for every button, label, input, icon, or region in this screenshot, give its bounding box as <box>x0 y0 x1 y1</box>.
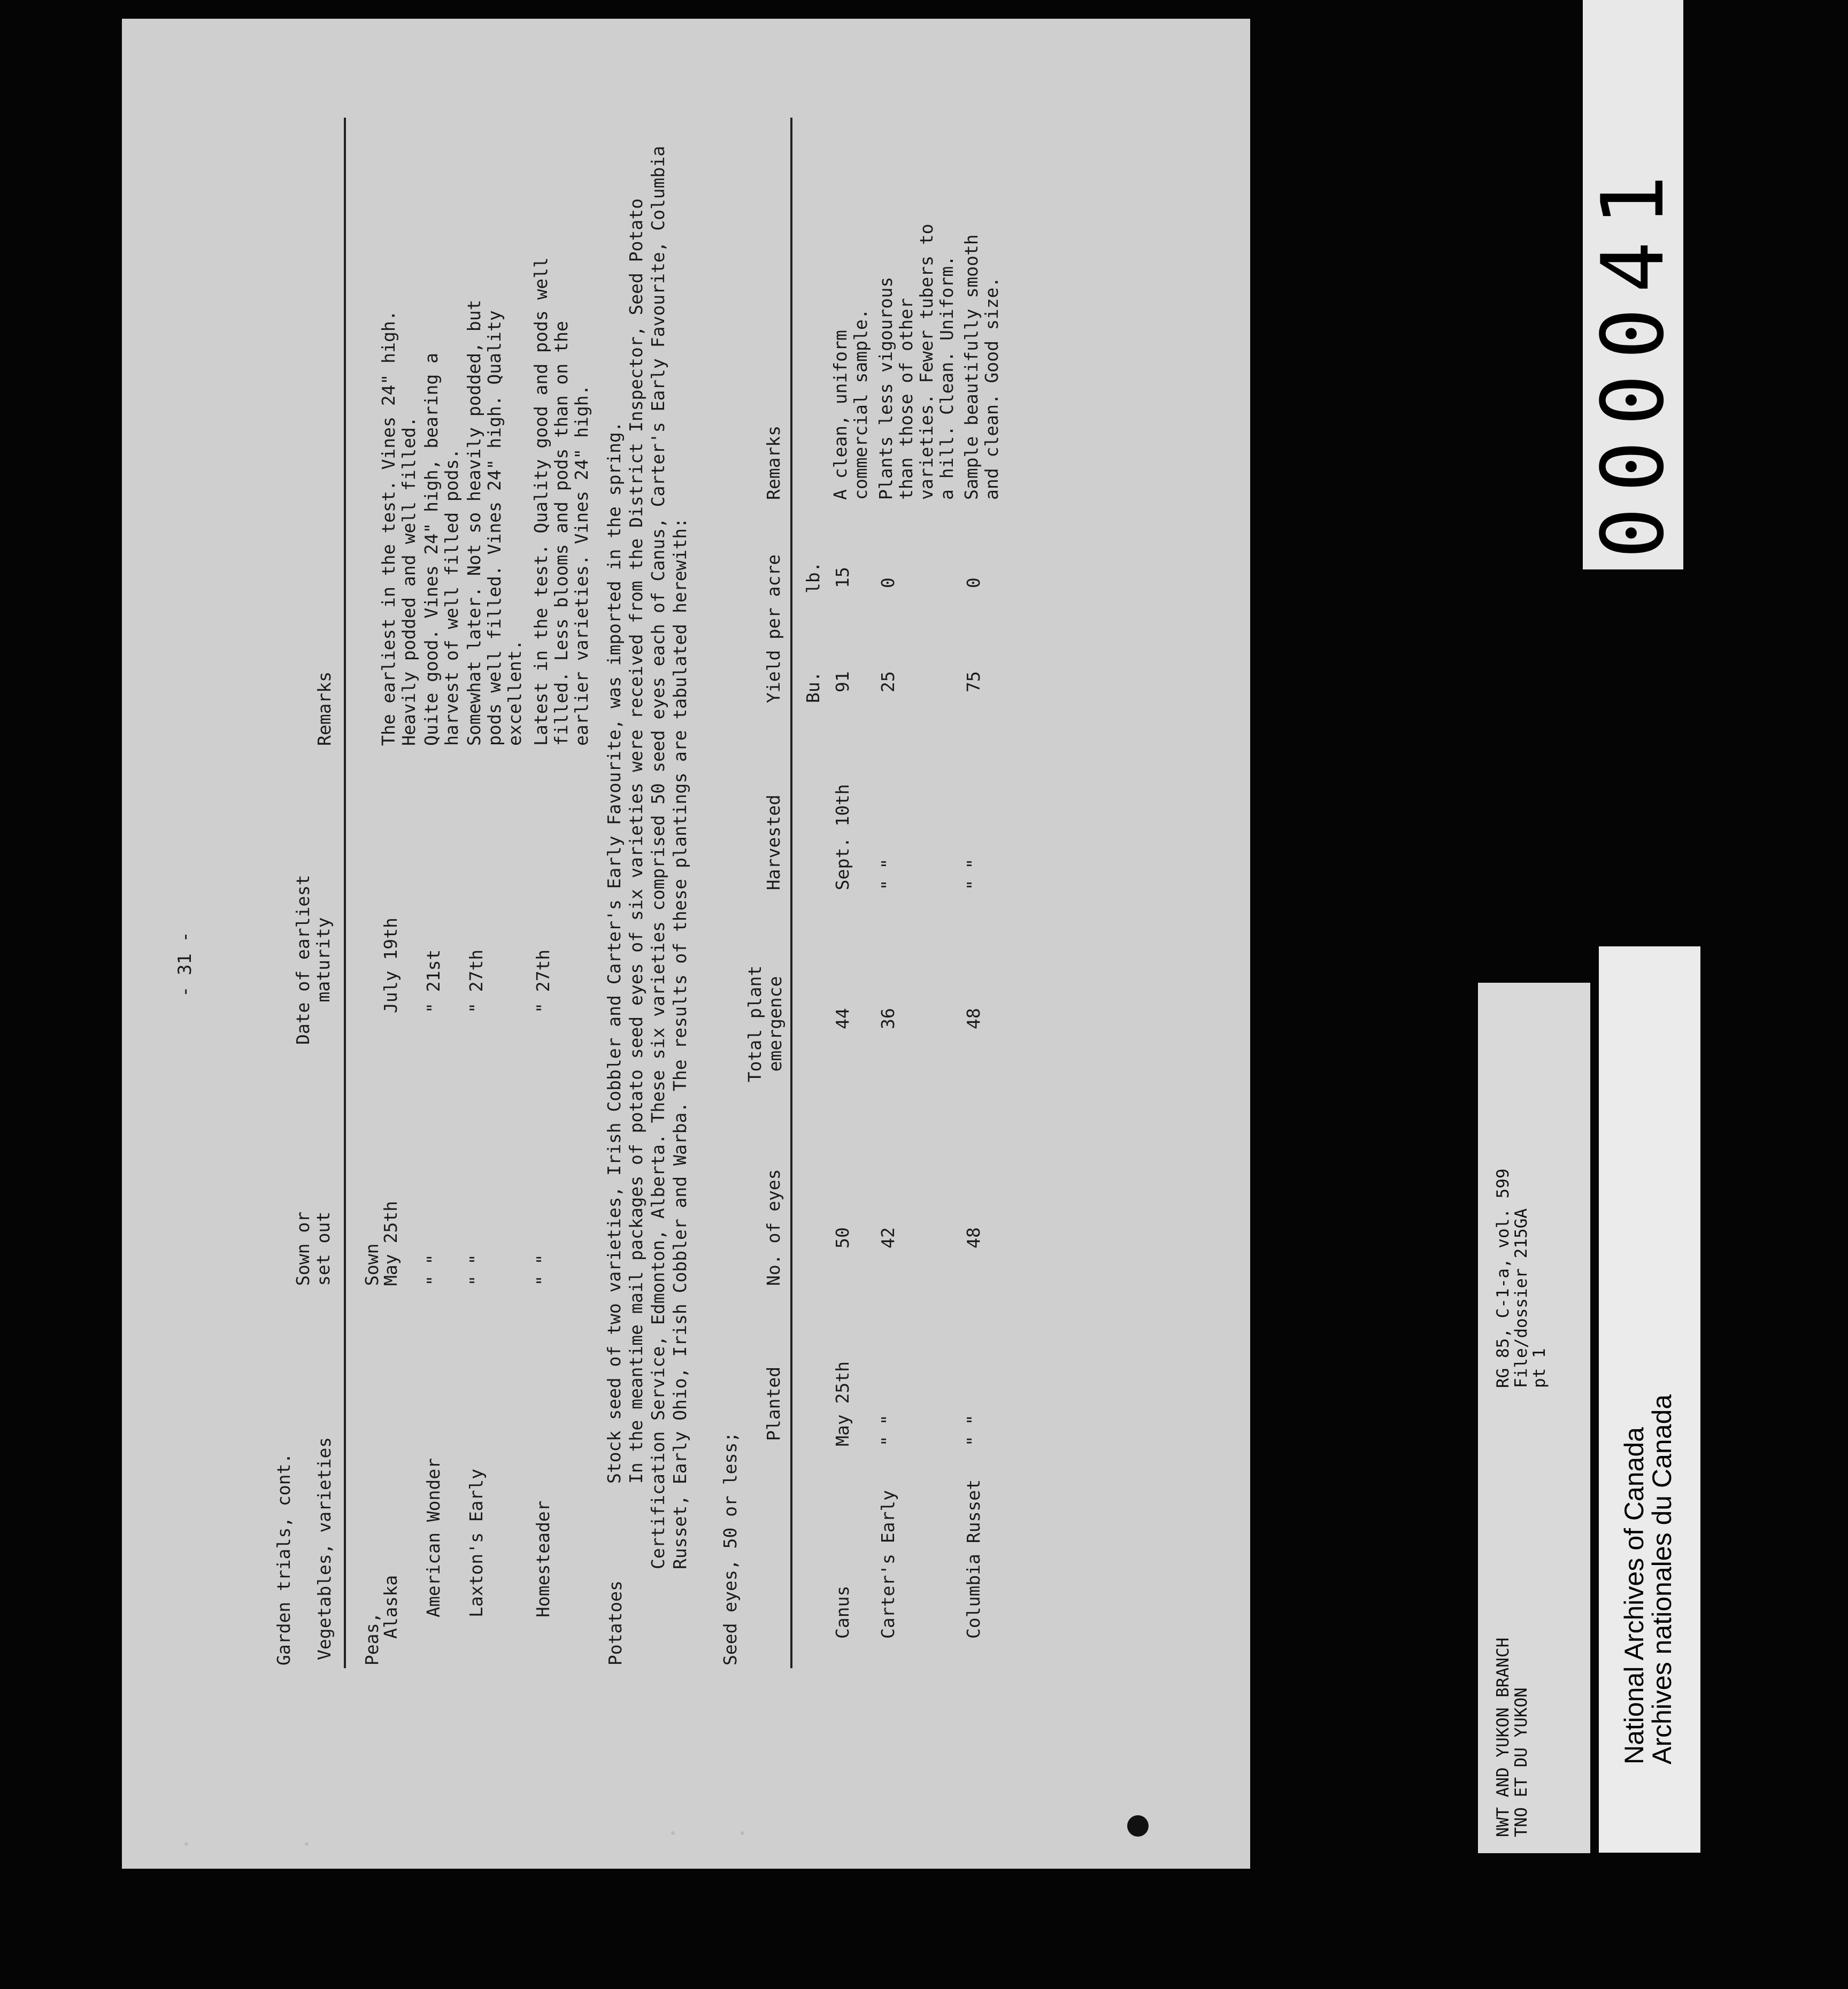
pea-variety: Homesteader <box>533 1500 553 1617</box>
pea-remarks: Quite good. Vines 24" high, bearing a harvest of well filled pods. <box>421 352 462 746</box>
yield-unit-lb: lb. <box>803 561 823 593</box>
header-maturity: Date of earliest maturity <box>292 875 334 1045</box>
section-title: Garden trials, cont. <box>273 1453 294 1666</box>
header-vegetables: Vegetables, varieties <box>314 1437 335 1660</box>
potato-bu: 25 <box>877 671 898 692</box>
potato-planted: " " <box>877 1414 898 1446</box>
margin-dot <box>671 1831 675 1835</box>
pea-sown: " " <box>423 1254 444 1286</box>
archive-name-french: Archives nationales du Canada <box>1647 1394 1677 1764</box>
potato-lb: 15 <box>832 567 853 588</box>
table-rule <box>344 118 346 1668</box>
sown-note: Sown <box>361 1243 382 1286</box>
pea-sown: " " <box>466 1254 487 1286</box>
table-rule <box>790 118 792 1668</box>
national-archives-card <box>1599 946 1700 1853</box>
potato-planted: May 25th <box>832 1361 853 1446</box>
potatoes-paragraph-2: In the meantime mail packages of potato seed eyes of six varieties were received from the District Inspector, Seed Potato Certification Service, Edmonton, Alberta. These six varieties comprised 50 seed eyes each of Canus, Carter's Early Favourite, Columbia Russet, Early Ohio, Irish Cobbler and Warba. The results of these plantings are tabulated herewith: <box>626 145 690 1569</box>
pea-maturity: " 27th <box>466 949 487 1013</box>
frame-number: 000041 <box>1583 160 1683 559</box>
pea-maturity: " 27th <box>533 949 553 1013</box>
potato-bu: 91 <box>832 671 853 692</box>
rg-line-2: File/dossier 215GA <box>1512 1208 1531 1388</box>
potato-variety: Carter's Early <box>877 1490 898 1639</box>
rg-line-1: RG 85, C-1-a, vol. 599 <box>1493 1168 1513 1388</box>
potato-lb: 0 <box>963 577 984 588</box>
archive-name-english: National Archives of Canada <box>1619 1427 1649 1764</box>
seed-eyes-label: Seed eyes, 50 or less; <box>720 1431 741 1666</box>
pea-variety: Laxton's Early <box>466 1468 487 1617</box>
archive-reference-card <box>1478 983 1590 1853</box>
header-eyes: No. of eyes <box>763 1169 784 1286</box>
yield-unit-bu: Bu. <box>803 671 823 703</box>
pea-remarks: Somewhat later. Not so heavily podded, but pods well filled. Vines 24" high. Quality excellent. <box>464 299 525 746</box>
potatoes-paragraph-1: Stock seed of two varieties, Irish Cobbler and Carter's Early Favourite, was imported in the spring. <box>604 421 625 1484</box>
potato-bu: 75 <box>963 671 984 692</box>
header-harvested: Harvested <box>763 795 784 890</box>
document-page <box>122 19 1250 1869</box>
record-group-label <box>1494 1168 1549 1388</box>
header-potato-remarks: Remarks <box>763 425 784 500</box>
potato-remarks: A clean, uniform commercial sample. <box>830 309 871 500</box>
pea-sown: " " <box>533 1254 553 1286</box>
potato-lb: 0 <box>877 577 898 588</box>
header-sown: Sown or set out <box>292 1211 334 1286</box>
margin-dot <box>741 1831 744 1835</box>
potato-harvested: " " <box>877 858 898 890</box>
header-remarks: Remarks <box>314 671 335 746</box>
potatoes-label: Potatoes <box>605 1581 626 1666</box>
pea-remarks: Latest in the test. Quality good and pods well filled. Less blooms and pods than on the earlier varieties. Vines 24" high. <box>530 257 592 746</box>
margin-dot <box>305 1842 309 1846</box>
rg-line-3: pt 1 <box>1530 1348 1549 1388</box>
pea-sown: May 25th <box>380 1201 401 1286</box>
page-number: - 31 - <box>174 931 196 997</box>
potato-eyes: 50 <box>832 1227 853 1248</box>
potato-variety: Columbia Russet <box>963 1479 984 1639</box>
potato-eyes: 48 <box>963 1227 984 1248</box>
margin-dot <box>184 1842 188 1846</box>
potato-variety: Canus <box>832 1585 853 1639</box>
branch-label <box>1494 1638 1530 1837</box>
potatoes-text <box>603 104 691 1569</box>
peas-label: Peas, <box>361 1612 382 1666</box>
potato-remarks: Sample beautifully smooth and clean. Good size. <box>961 234 1002 500</box>
header-emergence: Total plant emergence <box>744 965 786 1083</box>
pea-variety: Alaska <box>380 1575 401 1639</box>
potato-emergence: 48 <box>963 1008 984 1029</box>
potato-emergence: 44 <box>832 1008 853 1029</box>
pea-remarks: The earliest in the test. Vines 24" high. Heavily podded and well filled. <box>378 310 419 746</box>
potato-remarks: Plants less vigourous than those of other varieties. Fewer tubers to a hill. Clean. Uniform. <box>875 223 957 500</box>
header-planted: Planted <box>763 1366 784 1441</box>
pea-variety: American Wonder <box>423 1458 444 1617</box>
punch-hole-mark <box>1127 1815 1149 1837</box>
branch-line-1: NWT AND YUKON BRANCH <box>1493 1637 1513 1837</box>
potato-planted: " " <box>963 1414 984 1446</box>
header-yield: Yield per acre <box>763 554 784 703</box>
potato-eyes: 42 <box>877 1227 898 1248</box>
pea-maturity: " 21st <box>423 949 444 1013</box>
potato-harvested: " " <box>963 858 984 890</box>
potato-harvested: Sept. 10th <box>832 784 853 890</box>
frame-number-card <box>1583 0 1683 569</box>
pea-maturity: July 19th <box>380 918 401 1013</box>
potato-emergence: 36 <box>877 1008 898 1029</box>
branch-line-2: TNO ET DU YUKON <box>1512 1687 1531 1837</box>
